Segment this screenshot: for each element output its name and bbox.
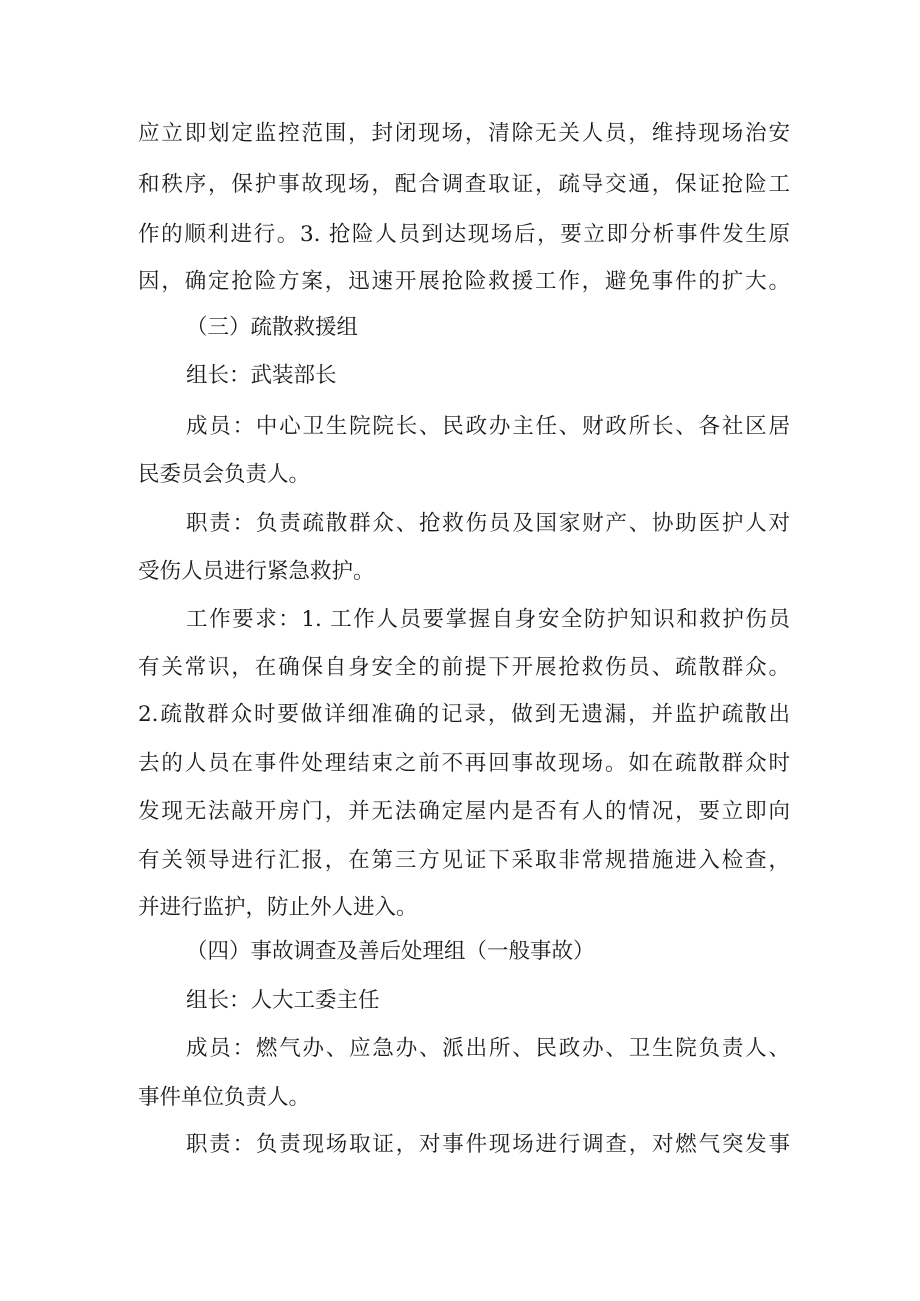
paragraph-line: 作的顺利进行。3. 抢险人员到达现场后，要立即分析事件发生原 (138, 222, 790, 247)
paragraph-line: 发现无法敲开房门，并无法确定屋内是否有人的情况，要立即向 (138, 799, 790, 824)
paragraph-line: 有关领导进行汇报，在第三方见证下采取非常规措施进入检查， (138, 848, 790, 873)
paragraph-line: 2.疏散群众时要做详细准确的记录，做到无遗漏，并监护疏散出 (138, 702, 790, 727)
work-requirements-line: 工作要求：1. 工作人员要掌握自身安全防护知识和救护伤员 (186, 607, 790, 632)
section-heading-investigation: （四）事故调查及善后处理组（一般事故） (186, 939, 595, 964)
paragraph-line: 受伤人员进行紧急救护。 (138, 559, 375, 584)
paragraph-line: 应立即划定监控范围，封闭现场，清除无关人员，维持现场治安 (138, 121, 790, 146)
paragraph-line: 因，确定抢险方案，迅速开展抢险救援工作，避免事件的扩大。 (138, 269, 790, 294)
team-leader-line: 组长：武装部长 (186, 363, 337, 388)
members-line: 成员：中心卫生院院长、民政办主任、财政所长、各社区居 (186, 414, 790, 439)
paragraph-line: 事件单位负责人。 (138, 1085, 311, 1110)
duties-line: 职责：负责疏散群众、抢救伤员及国家财产、协助医护人对 (186, 511, 790, 536)
paragraph-line: 去的人员在事件处理结束之前不再回事故现场。如在疏散群众时 (138, 751, 790, 776)
members-line: 成员：燃气办、应急办、派出所、民政办、卫生院负责人、 (186, 1036, 790, 1061)
duties-line: 职责：负责现场取证，对事件现场进行调查，对燃气突发事 (186, 1132, 790, 1157)
paragraph-line: 民委员会负责人。 (138, 462, 311, 487)
team-leader-line: 组长：人大工委主任 (186, 988, 380, 1013)
paragraph-line: 和秩序，保护事故现场，配合调查取证，疏导交通，保证抢险工 (138, 172, 790, 197)
section-heading-evacuation: （三）疏散救援组 (186, 315, 359, 340)
paragraph-line: 有关常识，在确保自身安全的前提下开展抢救伤员、疏散群众。 (138, 655, 790, 680)
paragraph-line: 并进行监护，防止外人进入。 (138, 895, 418, 920)
